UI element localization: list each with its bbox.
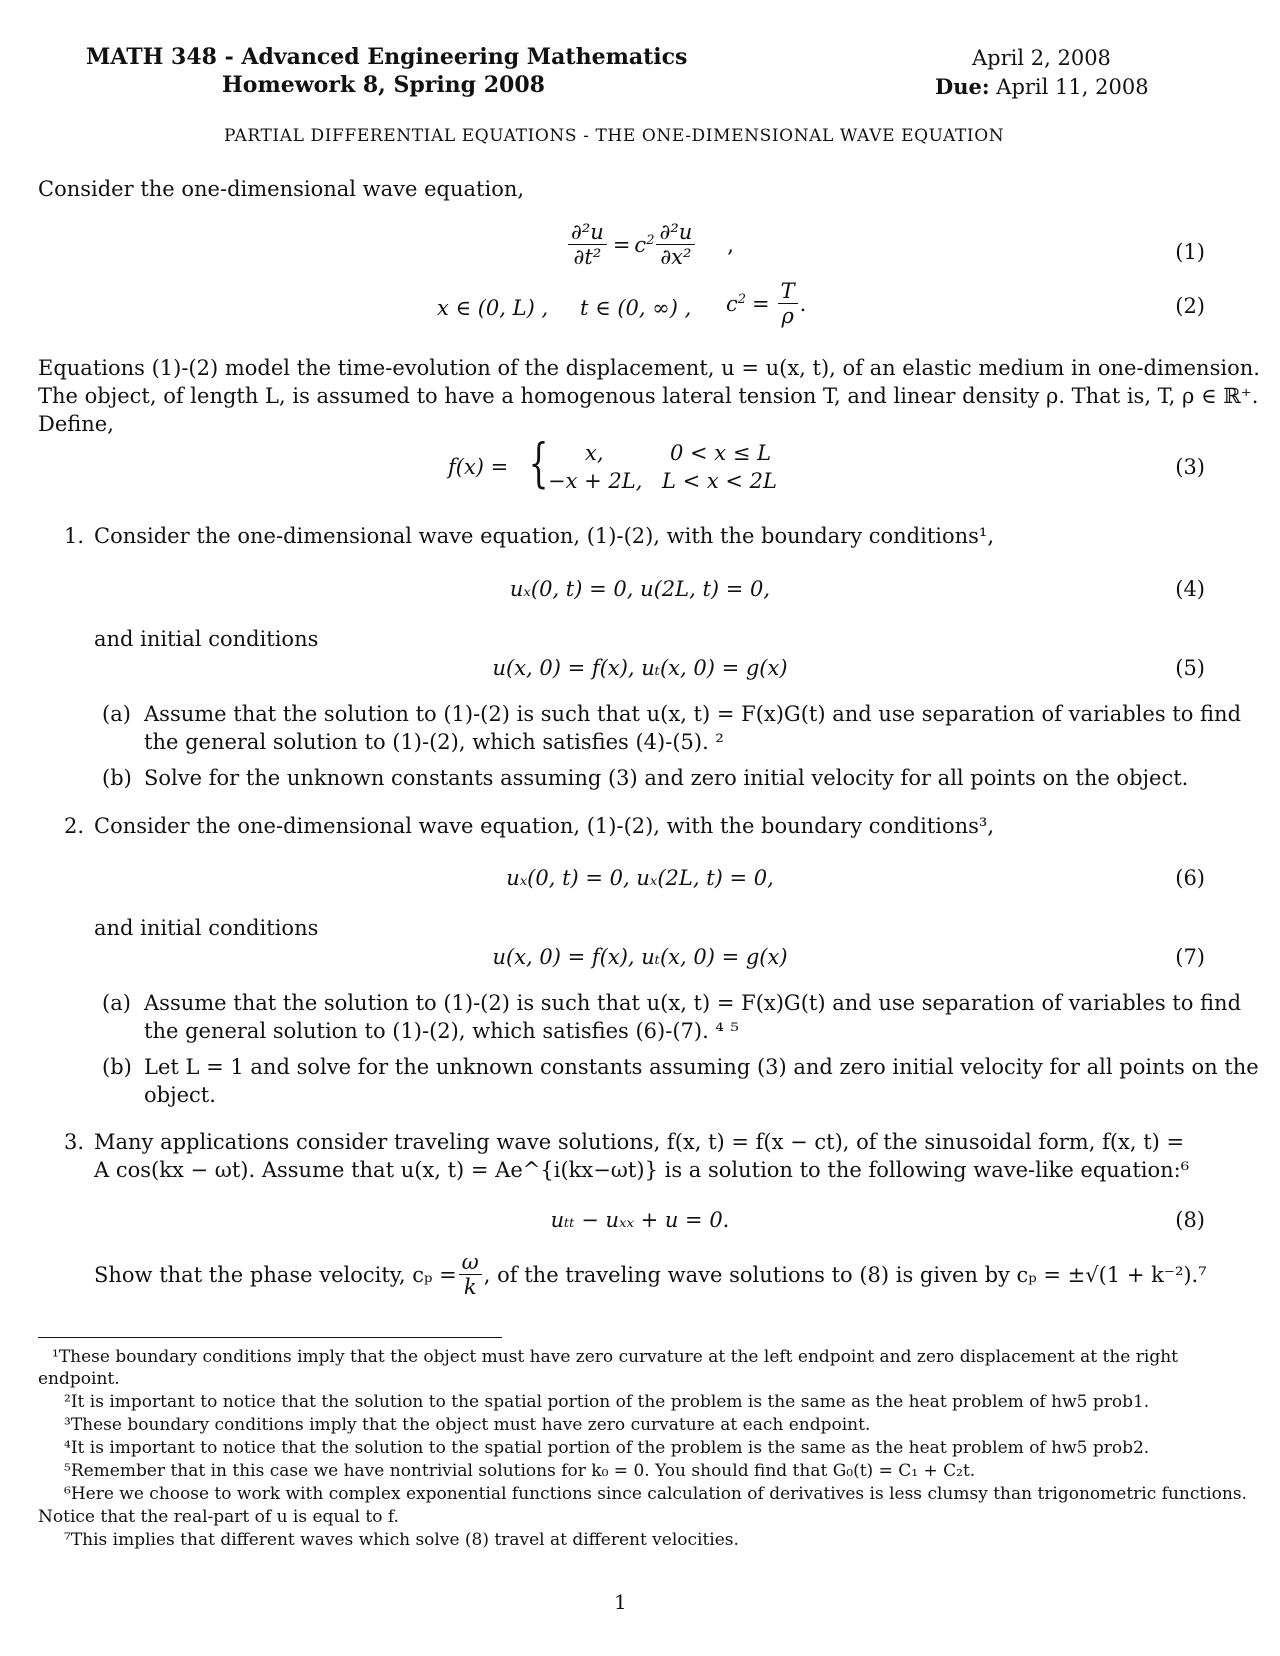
problem-3-show-post: , of the traveling wave solutions to (8) is given by cₚ = ±√(1 + k⁻²).⁷ — [483, 1262, 1207, 1287]
problem-3-show-pre: Show that the phase velocity, cₚ = — [94, 1262, 457, 1287]
footnote-2: ²It is important to notice that the solution to the spatial portion of the problem is the same as the heat problem of hw5 prob1. — [64, 1392, 1150, 1412]
problem-2-text: Consider the one-dimensional wave equation, (1)-(2), with the boundary conditions³, — [94, 814, 995, 838]
model-line-2: The object, of length L, is assumed to have a homogenous lateral tension T, and linear density ρ. That is, T, ρ ∈ ℝ⁺. — [38, 384, 1259, 408]
problem-2a-line-1: Assume that the solution to (1)-(2) is such that u(x, t) = F(x)G(t) and use separation of variables to find — [144, 991, 1242, 1015]
equation-2-c-squared: $c^2$ = $\frac{T}{\rho}$ . — [726, 279, 807, 328]
problem-2-number: 2. — [64, 814, 85, 838]
footnote-5: ⁵Remember that in this case we have nontrivial solutions for k₀ = 0. You should find that G₀(t) = C₁ + C₂t. — [64, 1461, 976, 1481]
equation-8-number: (8) — [1175, 1208, 1205, 1232]
issue-date: April 2, 2008 — [972, 46, 1111, 70]
phase-velocity-fraction: $\frac{\omega}{k}$ — [459, 1250, 482, 1299]
equation-3-case-1-cond: 0 < x ≤ L — [670, 441, 772, 465]
homework-title: Homework 8, Spring 2008 — [222, 72, 545, 98]
problem-2-ic-label: and initial conditions — [94, 916, 319, 940]
problem-3-show — [94, 1250, 1207, 1299]
footnote-1-line-1: ¹These boundary conditions imply that the object must have zero curvature at the left endpoint and zero displacement at the right — [52, 1347, 1178, 1367]
problem-3-line-1: Many applications consider traveling wave solutions, f(x, t) = f(x − ct), of the sinusoidal form, f(x, t) = — [94, 1130, 1185, 1154]
intro-line: Consider the one-dimensional wave equation, — [38, 177, 525, 201]
footnote-3: ³These boundary conditions imply that the object must have zero curvature at each endpoint. — [64, 1415, 871, 1435]
due-label: Due: — [935, 74, 990, 99]
equation-4: uₓ(0, t) = 0, u(2L, t) = 0, — [509, 577, 771, 601]
footnote-1-line-2: endpoint. — [38, 1369, 120, 1389]
equation-5: u(x, 0) = f(x), uₜ(x, 0) = g(x) — [492, 656, 788, 680]
equation-3-brace: { — [528, 434, 549, 494]
equation-2-x-domain: x ∈ (0, L) , — [437, 296, 549, 320]
problem-2a-line-2: the general solution to (1)-(2), which satisfies (6)-(7). ⁴ ⁵ — [144, 1019, 739, 1043]
equation-3-case-1-expr: x, — [585, 441, 604, 465]
equation-3-lhs: f(x) = — [448, 455, 509, 479]
footnote-6-line-1: ⁶Here we choose to work with complex exponential functions since calculation of derivatives is less clumsy than trigonometric functions. — [64, 1484, 1247, 1504]
page-number: 1 — [614, 1590, 627, 1614]
model-line-1: Equations (1)-(2) model the time-evolution of the displacement, u = u(x, t), of an elastic medium in one-dimension. — [38, 356, 1260, 380]
equation-6: uₓ(0, t) = 0, uₓ(2L, t) = 0, — [506, 866, 774, 890]
problem-1a-line-1: Assume that the solution to (1)-(2) is such that u(x, t) = F(x)G(t) and use separation of variables to find — [144, 702, 1242, 726]
equation-6-number: (6) — [1175, 866, 1205, 890]
problem-2b-label: (b) — [102, 1055, 132, 1079]
problem-1-ic-label: and initial conditions — [94, 627, 319, 651]
problem-2b-line-1: Let L = 1 and solve for the unknown constants assuming (3) and zero initial velocity for all points on the — [144, 1055, 1259, 1079]
due-date — [935, 74, 1149, 99]
problem-3-number: 3. — [64, 1130, 85, 1154]
equation-1-number: (1) — [1175, 240, 1205, 264]
problem-1b-label: (b) — [102, 766, 132, 790]
equation-3-number: (3) — [1175, 455, 1205, 479]
equation-2-t-domain: t ∈ (0, ∞) , — [580, 296, 692, 320]
footnote-6-line-2: Notice that the real-part of u is equal to f. — [38, 1507, 399, 1527]
problem-2b-line-2: object. — [144, 1083, 216, 1107]
footnote-7: ⁷This implies that different waves which solve (8) travel at different velocities. — [64, 1530, 739, 1550]
problem-1b-line-1: Solve for the unknown constants assuming (3) and zero initial velocity for all points on the object. — [144, 766, 1189, 790]
problem-1a-line-2: the general solution to (1)-(2), which satisfies (4)-(5). ² — [144, 730, 724, 754]
equation-5-number: (5) — [1175, 656, 1205, 680]
problem-3-line-2: A cos(kx − ωt). Assume that u(x, t) = Ae^{i(kx−ωt)} is a solution to the following wave-like equation:⁶ — [94, 1158, 1190, 1182]
equation-7: u(x, 0) = f(x), uₜ(x, 0) = g(x) — [492, 945, 788, 969]
equation-1: $\frac{\text{∂²u}}{\text{∂t²}}$ = $c^2$ $\frac{\text{∂²u}}{\text{∂x²}}$ , — [566, 220, 734, 269]
equation-3-case-2-expr: −x + 2L, — [548, 469, 643, 493]
problem-1-text: Consider the one-dimensional wave equation, (1)-(2), with the boundary conditions¹, — [94, 524, 995, 548]
equation-4-number: (4) — [1175, 577, 1205, 601]
equation-7-number: (7) — [1175, 945, 1205, 969]
equation-2-number: (2) — [1175, 294, 1205, 318]
equation-8: uₜₜ − uₓₓ + u = 0. — [550, 1208, 730, 1232]
footnote-divider — [38, 1337, 502, 1338]
equation-3-case-2-cond: L < x < 2L — [662, 469, 777, 493]
course-title: MATH 348 - Advanced Engineering Mathematics — [86, 44, 688, 70]
due-date-value: April 11, 2008 — [996, 75, 1149, 99]
subtitle: PARTIAL DIFFERENTIAL EQUATIONS - THE ONE-DIMENSIONAL WAVE EQUATION — [224, 126, 1005, 146]
problem-1-number: 1. — [64, 524, 85, 548]
problem-1a-label: (a) — [102, 702, 131, 726]
model-line-3: Define, — [38, 412, 114, 436]
footnote-4: ⁴It is important to notice that the solution to the spatial portion of the problem is the same as the heat problem of hw5 prob2. — [64, 1438, 1150, 1458]
problem-2a-label: (a) — [102, 991, 131, 1015]
